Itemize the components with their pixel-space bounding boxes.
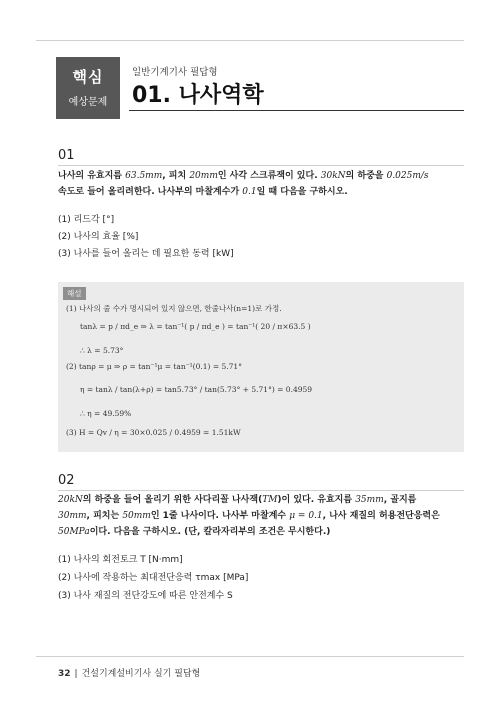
footer-rule bbox=[36, 656, 464, 657]
q1-v2: 20mm bbox=[189, 171, 218, 181]
q2-line2-b: , 피치는 bbox=[86, 511, 123, 521]
question-number-02: 02 bbox=[58, 473, 75, 488]
solution-label: 해설 bbox=[63, 287, 86, 300]
solution-line-5: η = tanλ / tan(λ+ρ) = tan5.73° / tan(5.73° + 5.71°) = 0.4959 bbox=[80, 385, 313, 394]
question-number-01: 01 bbox=[58, 148, 75, 163]
q2-item-3: (3) 나사 재질의 전단강도에 따른 안전계수 S bbox=[58, 591, 233, 601]
q2-line3-a: 50MPa bbox=[58, 527, 90, 537]
top-rule bbox=[36, 40, 464, 41]
title-underline bbox=[129, 110, 464, 111]
q2-line1-b: 의 하중을 들어 올리기 위한 사다리꼴 나사잭( bbox=[82, 495, 263, 505]
question-02-text bbox=[58, 492, 468, 540]
q2-line1-e: 35mm bbox=[355, 495, 384, 505]
q1-text-a: 나사의 유효지름 bbox=[58, 171, 126, 181]
chapter-badge bbox=[56, 57, 120, 119]
q2-item-2: (2) 나사에 작용하는 최대전단응력 τmax [MPa] bbox=[58, 573, 249, 583]
chapter-title: 01. 나사역학 bbox=[132, 83, 264, 108]
solution-line-6: ∴ η = 49.59% bbox=[80, 409, 132, 418]
q1-v5: 0.1 bbox=[242, 187, 257, 197]
q1-item-3: (3) 나사를 들어 올리는 데 필요한 동력 [kW] bbox=[58, 249, 234, 259]
q2-line2-c: 50mm bbox=[122, 511, 151, 521]
q1-v4: 0.025m/s bbox=[386, 171, 429, 181]
solution-line-2: tanλ = p / πd_e ⇒ λ = tan⁻¹( p / πd_e ) = tan⁻¹( 20 / π×63.5 ) bbox=[80, 322, 311, 331]
q1-line2-b: 일 때 다음을 구하시오. bbox=[256, 187, 348, 197]
solution-line-1: (1) 나사의 줄 수가 명시되어 있지 않으면, 한줄나사(n=1)로 가정. bbox=[66, 304, 282, 313]
q1-text-b: , 피치 bbox=[162, 171, 190, 181]
q2-line2-e: μ = 0.1 bbox=[289, 511, 323, 521]
q1-line2-a: 속도로 들어 올리려한다. 나사부의 마찰계수가 bbox=[58, 187, 243, 197]
solution-box bbox=[58, 282, 464, 452]
q1-v1: 63.5mm bbox=[125, 171, 163, 181]
chapter-subtitle: 일반기계기사 필답형 bbox=[132, 67, 218, 78]
q1-item-1: (1) 리드각 [°] bbox=[58, 215, 115, 225]
page-footer bbox=[58, 666, 200, 679]
question-01-text bbox=[58, 168, 468, 200]
q1-v3: 30kN bbox=[320, 171, 346, 181]
q1-text-d: 의 하중을 bbox=[345, 171, 387, 181]
q2-line1-a: 20kN bbox=[58, 495, 83, 505]
question-divider-01 bbox=[58, 165, 464, 166]
badge-line2: 예상문제 bbox=[68, 97, 108, 108]
q2-line2-a: 30mm bbox=[58, 511, 87, 521]
question-divider-02 bbox=[58, 490, 464, 491]
q1-item-2: (2) 나사의 효율 [%] bbox=[58, 232, 139, 242]
page-number: 32 bbox=[58, 669, 71, 679]
footer-separator: | bbox=[74, 669, 78, 679]
q2-line2-f: , 나사 재질의 허용전단응력은 bbox=[322, 511, 440, 521]
solution-line-4: (2) tanρ = μ ⇒ ρ = tan⁻¹μ = tan⁻¹(0.1) = 5.71° bbox=[66, 362, 242, 371]
solution-line-3: ∴ λ = 5.73° bbox=[80, 346, 124, 355]
q1-text-c: 인 사각 스크류잭이 있다. bbox=[217, 171, 321, 181]
book-title: 건설기계설비기사 실기 필답형 bbox=[81, 669, 201, 679]
q2-line3-b: 이다. 다음을 구하시오. (단, 칼라자리부의 조건은 무시한다.) bbox=[89, 527, 331, 537]
q2-line1-c: TM bbox=[262, 495, 278, 505]
q2-line1-d: )이 있다. 유효지름 bbox=[277, 495, 356, 505]
badge-line1: 핵심 bbox=[72, 68, 104, 86]
q2-item-1: (1) 나사의 회전토크 T [N·mm] bbox=[58, 555, 183, 565]
q2-line2-d: 인 1줄 나사이다. 나사부 마찰계수 bbox=[150, 511, 290, 521]
solution-line-7: (3) H = Qv / η = 30×0.025 / 0.4959 = 1.51kW bbox=[66, 428, 241, 437]
q2-line1-f: , 골지름 bbox=[383, 495, 417, 505]
